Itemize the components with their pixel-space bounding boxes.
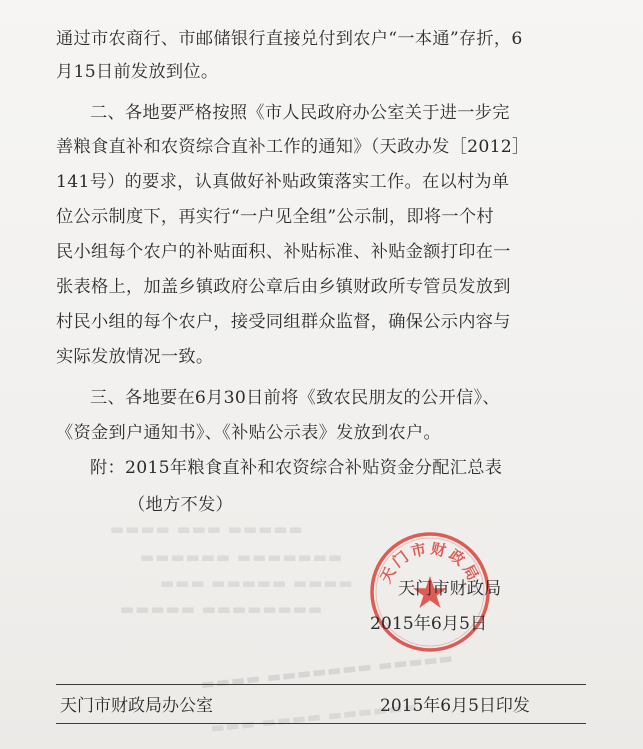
attachment-note: （地方不发） <box>128 495 233 515</box>
footer-issue-date: 2015年6月5日印发 <box>380 696 530 716</box>
seal-text: 天门市财政局 <box>376 539 484 586</box>
body-line-11: 三、各地要在6月30日前将《致农民朋友的公开信》、 <box>90 388 500 408</box>
body-line-3: 二、各地要严格按照《市人民政府办公室关于进一步完 <box>90 103 510 123</box>
body-line-12: 《资金到户通知书》、《补贴公示表》发放到农户。 <box>56 423 442 443</box>
footer-top-rule <box>56 684 586 685</box>
body-line-1: 通过市农商行、市邮储银行直接兑付到农户“一本通”存折，6 <box>56 29 523 49</box>
bleed-through-text: ▬▬▬▬ ▬▬▬▬▬▬▬ ▬▬▬▬▬ <box>199 648 455 694</box>
bleed-through-text: ▬▬▬▬▬ ▬▬▬▬▬▬▬▬ <box>120 600 324 618</box>
bleed-through-text: ▬▬▬ ▬▬▬▬▬ ▬▬▬▬ <box>160 574 354 592</box>
body-line-10: 实际发放情况一致。 <box>56 347 214 367</box>
bleed-through-text: ▬▬▬▬▬▬ ▬▬▬▬▬▬▬ <box>140 548 344 566</box>
bleed-through-text: ▬▬▬ ▬▬▬▬ ▬▬▬▬▬▬ <box>209 697 420 737</box>
body-line-6: 位公示制度下，再实行“一户见全组”公示制，即将一个村 <box>56 207 494 227</box>
footer-bottom-rule <box>56 723 586 724</box>
body-line-7: 民小组每个农户的补贴面积、补贴标准、补贴金额打印在一 <box>56 242 511 262</box>
body-line-2: 月15日前发放到位。 <box>56 62 219 82</box>
attachment-line: 附：2015年粮食直补和农资综合补贴资金分配汇总表 <box>90 458 503 478</box>
footer-issuer: 天门市财政局办公室 <box>60 696 213 716</box>
body-line-8: 张表格上，加盖乡镇政府公章后由乡镇财政所专管员发放到 <box>56 277 511 297</box>
body-line-5: 141号）的要求，认真做好补贴政策落实工作。在以村为单 <box>56 172 510 192</box>
body-line-9: 村民小组的每个农户，接受同组群众监督，确保公示内容与 <box>56 312 511 332</box>
body-line-4: 善粮食直补和农资综合直补工作的通知》（天政办发［2012］ <box>56 137 530 157</box>
signing-organization: 天门市财政局 <box>398 579 502 599</box>
bleed-through-text: ▬▬▬▬ ▬▬▬ ▬▬▬▬▬ <box>110 520 304 538</box>
signing-date: 2015年6月5日 <box>370 614 488 634</box>
